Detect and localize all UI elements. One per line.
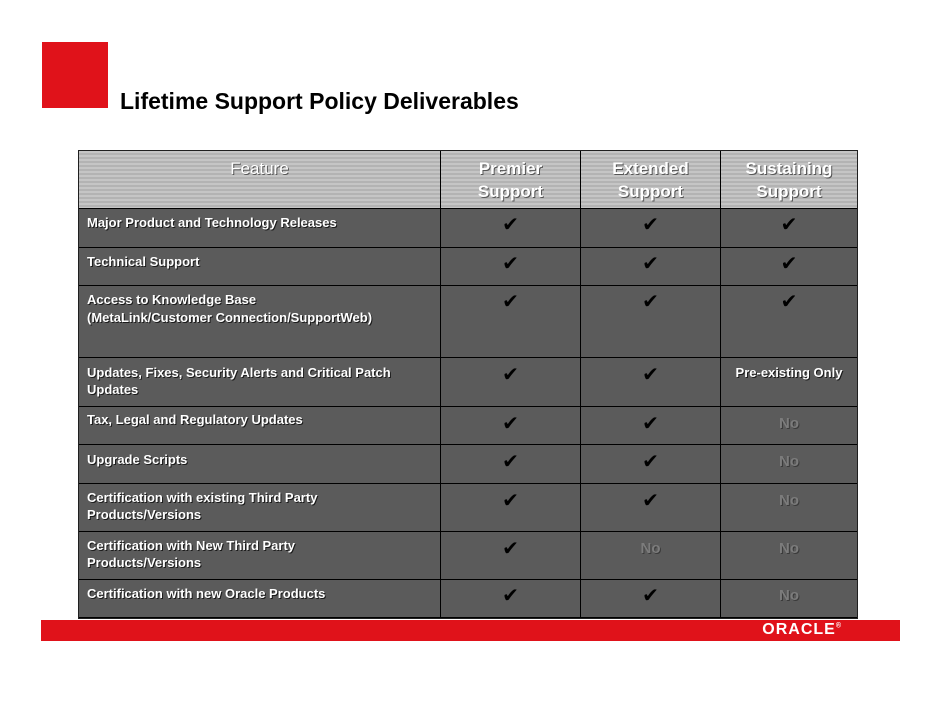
oracle-logo xyxy=(762,621,842,639)
no-value: No xyxy=(779,492,799,509)
header-sustaining xyxy=(721,151,857,209)
extended-cell xyxy=(581,580,721,618)
checkmark-icon: ✔ xyxy=(642,364,659,386)
header-premier xyxy=(441,151,581,209)
feature-label-line2: (MetaLink/Customer Connection/SupportWeb) xyxy=(87,310,373,325)
feature-label: Major Product and Technology Releases xyxy=(87,215,337,230)
table-row xyxy=(79,407,857,445)
checkmark-icon: ✔ xyxy=(502,364,519,386)
premier-cell xyxy=(441,445,581,484)
premier-cell xyxy=(441,484,581,532)
brand-red-square xyxy=(42,42,108,108)
sustaining-cell xyxy=(721,484,857,532)
table-row xyxy=(79,532,857,580)
feature-label-line2: Updates xyxy=(87,382,139,397)
extended-cell xyxy=(581,445,721,484)
sustaining-cell xyxy=(721,580,857,618)
extended-cell xyxy=(581,209,721,248)
feature-label: Tax, Legal and Regulatory Updates xyxy=(87,412,303,427)
checkmark-icon: ✔ xyxy=(502,291,519,313)
oracle-logo-mark: ® xyxy=(835,622,842,630)
support-deliverables-table xyxy=(78,150,858,619)
header-premier-line2: Support xyxy=(477,182,544,201)
checkmark-icon: ✔ xyxy=(642,413,659,435)
sustaining-cell xyxy=(721,209,857,248)
no-value: No xyxy=(779,415,799,432)
checkmark-icon: ✔ xyxy=(502,585,519,607)
extended-cell xyxy=(581,358,721,407)
header-extended-line2: Support xyxy=(617,182,684,201)
sustaining-cell xyxy=(721,286,857,358)
no-value: No xyxy=(779,453,799,470)
checkmark-icon: ✔ xyxy=(780,253,798,275)
header-extended xyxy=(581,151,721,209)
table-row xyxy=(79,248,857,286)
premier-cell xyxy=(441,286,581,358)
checkmark-icon: ✔ xyxy=(642,291,659,313)
feature-cell xyxy=(79,445,441,484)
table-row xyxy=(79,286,857,358)
sustaining-cell xyxy=(721,248,857,286)
premier-cell xyxy=(441,580,581,618)
premier-cell xyxy=(441,248,581,286)
checkmark-icon: ✔ xyxy=(780,214,798,236)
extended-cell xyxy=(581,248,721,286)
slide-title: Lifetime Support Policy Deliverables xyxy=(120,88,519,114)
sustaining-cell xyxy=(721,532,857,580)
table-row xyxy=(79,358,857,407)
oracle-logo-text: ORACLE xyxy=(762,621,836,638)
feature-cell xyxy=(79,484,441,532)
checkmark-icon: ✔ xyxy=(642,214,659,236)
header-feature xyxy=(79,151,441,209)
checkmark-icon: ✔ xyxy=(642,253,659,275)
no-value: No xyxy=(640,540,661,557)
feature-cell xyxy=(79,358,441,407)
feature-label: Updates, Fixes, Security Alerts and Critical Patch xyxy=(87,365,391,380)
checkmark-icon: ✔ xyxy=(502,413,519,435)
no-value: No xyxy=(779,540,799,557)
feature-label-line2: Products/Versions xyxy=(87,555,202,570)
checkmark-icon: ✔ xyxy=(502,538,519,560)
feature-label-line2: Products/Versions xyxy=(87,507,202,522)
header-sustaining-line1: Sustaining xyxy=(745,159,833,178)
checkmark-icon: ✔ xyxy=(780,291,798,313)
feature-cell xyxy=(79,580,441,618)
feature-cell xyxy=(79,286,441,358)
table-header-row xyxy=(79,151,857,209)
checkmark-icon: ✔ xyxy=(502,490,519,512)
checkmark-icon: ✔ xyxy=(502,253,519,275)
extended-cell xyxy=(581,484,721,532)
table-row xyxy=(79,445,857,484)
premier-cell xyxy=(441,532,581,580)
table-row xyxy=(79,580,857,618)
extended-cell xyxy=(581,532,721,580)
feature-label: Certification with New Third Party xyxy=(87,538,296,553)
pre-existing-value: Pre-existing Only xyxy=(735,365,843,380)
table-row xyxy=(79,209,857,248)
extended-cell xyxy=(581,407,721,445)
footer-bar xyxy=(41,620,900,641)
header-sustaining-line2: Support xyxy=(756,182,822,201)
checkmark-icon: ✔ xyxy=(502,214,519,236)
checkmark-icon: ✔ xyxy=(642,490,659,512)
feature-cell xyxy=(79,532,441,580)
header-premier-line1: Premier xyxy=(478,159,543,178)
feature-label: Access to Knowledge Base xyxy=(87,292,257,307)
feature-cell xyxy=(79,407,441,445)
sustaining-cell xyxy=(721,445,857,484)
feature-label: Upgrade Scripts xyxy=(87,452,188,467)
header-extended-line1: Extended xyxy=(612,159,689,178)
feature-label: Technical Support xyxy=(87,254,200,269)
sustaining-cell xyxy=(721,358,857,407)
table-row xyxy=(79,484,857,532)
premier-cell xyxy=(441,358,581,407)
feature-label: Certification with existing Third Party xyxy=(87,490,318,505)
feature-cell xyxy=(79,248,441,286)
feature-label: Certification with new Oracle Products xyxy=(87,586,326,601)
premier-cell xyxy=(441,209,581,248)
header-feature-label: Feature xyxy=(230,159,289,178)
checkmark-icon: ✔ xyxy=(642,585,659,607)
extended-cell xyxy=(581,286,721,358)
feature-cell xyxy=(79,209,441,248)
no-value: No xyxy=(779,587,799,604)
checkmark-icon: ✔ xyxy=(642,451,659,473)
checkmark-icon: ✔ xyxy=(502,451,519,473)
premier-cell xyxy=(441,407,581,445)
sustaining-cell xyxy=(721,407,857,445)
